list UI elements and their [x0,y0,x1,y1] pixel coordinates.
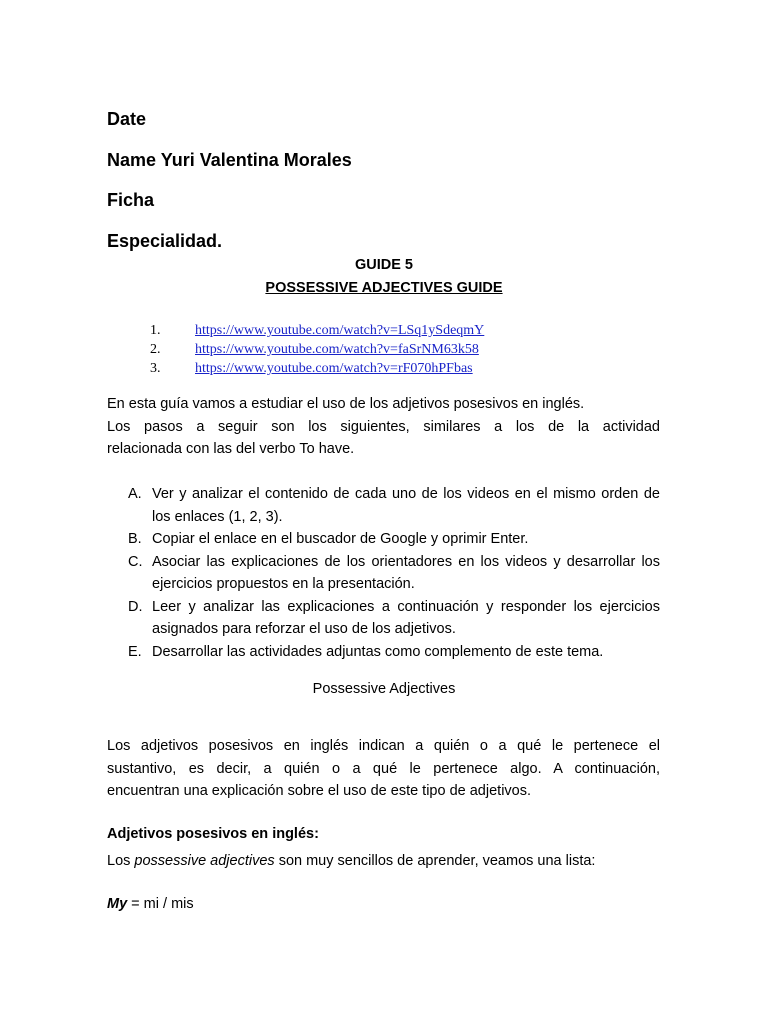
video-link-2[interactable]: https://www.youtube.com/watch?v=faSrNM63k58 [195,342,479,357]
step-text: Asociar las explicaciones de los orientadores en los videos y desarrollar los ejercicios propuestos en la presentación. [152,553,660,592]
step-text: Copiar el enlace en el buscador de Google y oprimir Enter. [152,531,529,547]
name-field: Name Yuri Valentina Morales [107,150,352,170]
link-number: 1. [150,323,161,338]
intro-paragraph [107,393,660,461]
step-text: Desarrollar las actividades adjuntas como complemento de este tema. [152,643,604,660]
explanation-paragraph [107,735,660,803]
list-intro-post: son muy sencillos de aprender, veamos una lista: [274,853,596,869]
steps-list [128,483,660,663]
list-intro-italic: possessive adjectives [134,853,275,869]
video-link-1[interactable]: https://www.youtube.com/watch?v=LSq1ySdeqmY [195,323,485,338]
list-intro-pre: Los [107,853,135,869]
list-item [128,641,660,664]
step-label: D. [128,598,143,615]
list-item [128,551,660,596]
video-link-3[interactable]: https://www.youtube.com/watch?v=rF070hPFbas [195,361,473,376]
list-item [150,359,484,378]
intro-line: relacionada con las del verbo To have. [107,441,355,457]
explanation-line: encuentran una explicación sobre el uso de este tipo de adjetivos. [107,783,532,799]
step-text: Leer y analizar las explicaciones a continuación y responder los ejercicios asignados para reforzar el uso de los adjetivos. [152,598,660,637]
explanation-line: sustantivo, es decir, a quién o a qué le pertenece algo. A continuación, [107,760,660,777]
step-label: C. [128,553,143,570]
example-term: My [107,896,128,912]
section-title: Possessive Adjectives [312,681,456,697]
step-label: E. [128,643,142,660]
list-intro [107,850,660,873]
date-field: Date [107,109,147,129]
ficha-field: Ficha [107,190,155,210]
link-number: 3. [150,361,161,376]
intro-line: En esta guía vamos a estudiar el uso de los adjetivos posesivos en inglés. [107,396,585,412]
intro-line: Los pasos a seguir son los siguientes, similares a los de la actividad [107,418,660,435]
list-item [150,321,484,340]
list-item [128,528,660,551]
step-label: A. [128,486,142,502]
link-number: 2. [150,342,161,357]
step-label: B. [128,531,142,547]
example-line [107,893,660,916]
list-item [128,483,660,528]
explanation-line: Los adjetivos posesivos en inglés indican a quién o a qué le pertenece el [107,738,660,754]
guide-title: POSSESSIVE ADJECTIVES GUIDE [265,280,503,296]
guide-number: GUIDE 5 [354,257,413,273]
video-links-list [150,321,484,378]
list-item [150,340,484,359]
example-meaning: = mi / mis [127,896,194,912]
step-text: Ver y analizar el contenido de cada uno de los videos en el mismo orden de los enlaces (1, 2, 3). [152,486,660,525]
list-item [128,596,660,641]
especialidad-field: Especialidad. [107,231,223,251]
subheading: Adjetivos posesivos en inglés: [107,826,319,842]
